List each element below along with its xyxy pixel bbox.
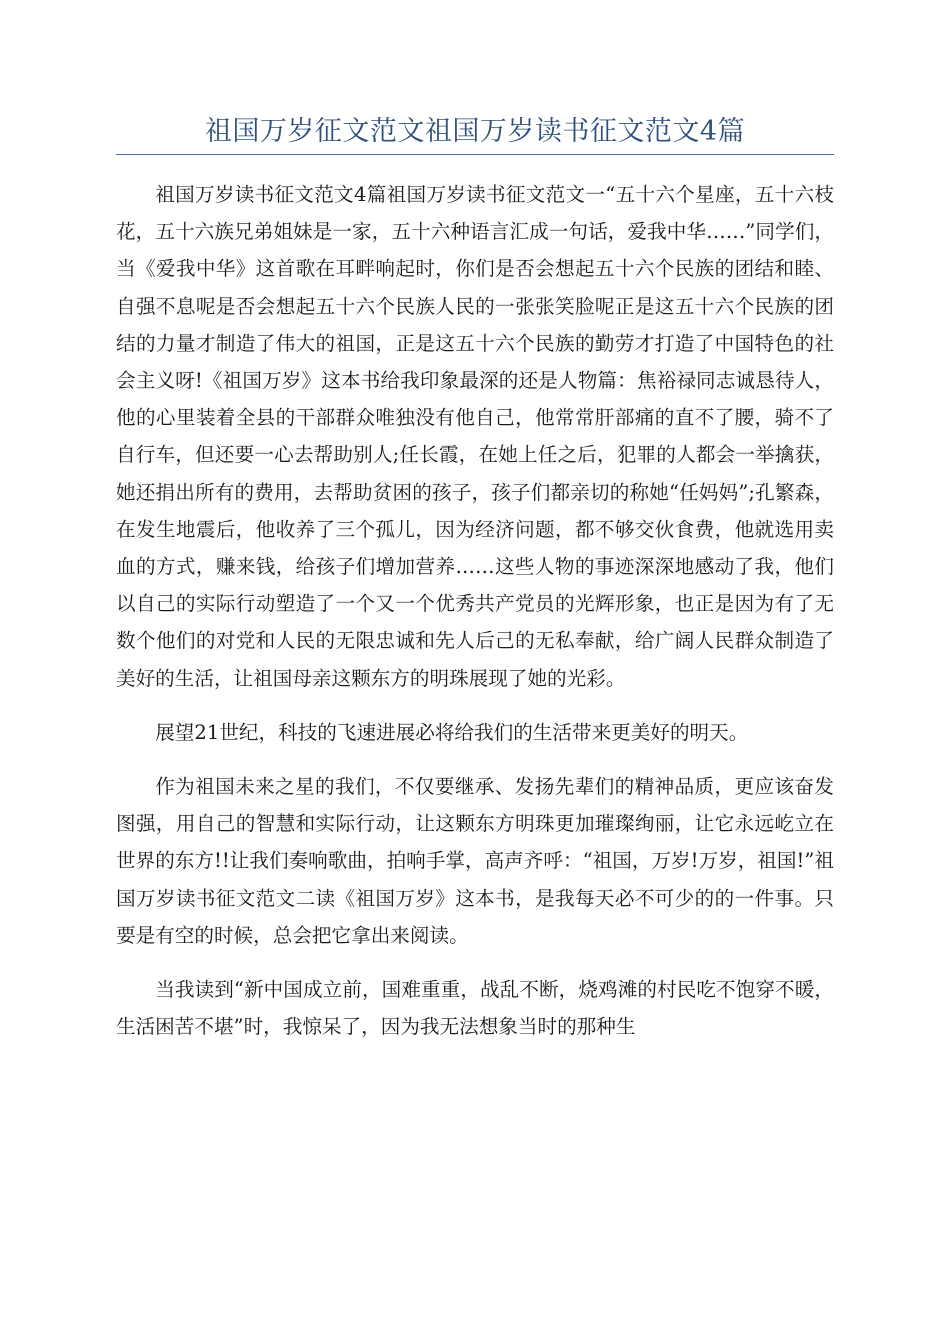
paragraph-1: 祖国万岁读书征文范文4篇祖国万岁读书征文范文一“五十六个星座，五十六枝花，五十六族兄弟姐妹是一家，五十六种语言汇成一句话，爱我中华……”同学们，当《爱我中华》这首歌在耳畔响起时，你们是否会想起五十六个民族的团结和睦、自强不息呢是否会想起五十六个民族人民的一张张笑脸呢正是这五十六个民族的团结的力量才制造了伟大的祖国，正是这五十六个民族的勤劳才打造了中国特色的社会主义呀!《祖国万岁》这本书给我印象最深的还是人物篇：焦裕禄同志诚恳待人，他的心里装着全县的干部群众唯独没有他自己，他常常肝部痛的直不了腰，骑不了自行车，但还要一心去帮助别人;任长霞，在她上任之后，犯罪的人都会一举擒获，她还捐出所有的费用，去帮助贫困的孩子，孩子们都亲切的称她“任妈妈”;孔繁森，在发生地震后，他收养了三个孤儿，因为经济问题，都不够交伙食费，他就选用卖血的方式，赚来钱，给孩子们增加营养……这些人物的事迹深深地感动了我，他们以自己的实际行动塑造了一个又一个优秀共产党员的光辉形象，也正是因为有了无数个他们的对党和人民的无限忠诚和先人后己的无私奉献，给广阔人民群众制造了美好的生活，让祖国母亲这颗东方的明珠展现了她的光彩。 <box>116 183 834 690</box>
paragraph-4: 当我读到“新中国成立前，国难重重，战乱不断，烧鸡滩的村民吃不饱穿不暖，生活困苦不堪”时，我惊呆了，因为我无法想象当时的那种生 <box>116 978 834 1039</box>
title-underline <box>116 154 834 155</box>
paragraph-3: 作为祖国未来之星的我们，不仅要继承、发扬先辈们的精神品质，更应该奋发图强，用自己的智慧和实际行动，让这颗东方明珠更加璀璨绚丽，让它永远屹立在世界的东方!!让我们奏响歌曲，拍响手掌，高声齐呼：“祖国，万岁!万岁，祖国!”祖国万岁读书征文范文二读《祖国万岁》这本书，是我每天必不可少的的一件事。只要是有空的时候，总会把它拿出来阅读。 <box>116 775 834 947</box>
document-body <box>116 176 834 1062</box>
paragraph-2: 展望21世纪，科技的飞速进展必将给我们的生活带来更美好的明天。 <box>155 720 749 744</box>
document-title: 祖国万岁征文范文祖国万岁读书征文范文4篇 <box>204 116 746 147</box>
